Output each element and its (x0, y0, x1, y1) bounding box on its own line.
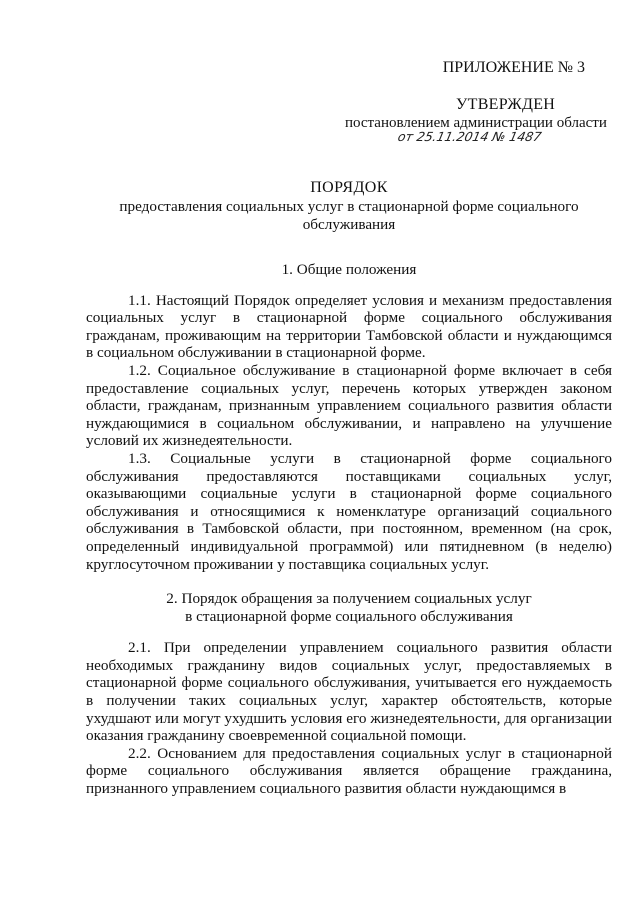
document-title: ПОРЯДОК (310, 179, 388, 196)
paragraph-2-1: 2.1. При определении управлением социального развития области необходимых гражданину видов социальных услуг, предоставляемых в стационарной форме социального обслуживания, учитывается его нуждаемость в получении таких социальных услуг, характер обстоятельств, которые ухудшают или могут ухудшить условия его жизнедеятельности, для организации оказания гражданину своевременной социальной помощи. (86, 639, 612, 745)
appendix-label: ПРИЛОЖЕНИЕ № 3 (442, 59, 585, 76)
section-2-heading (86, 590, 612, 625)
section-2-heading-line-2: в стационарной форме социального обслуживания (185, 607, 513, 625)
paragraph-1-1: 1.1. Настоящий Порядок определяет условия и механизм предоставления социальных услуг в стационарной форме социального обслуживания гражданам, проживающим на территории Тамбовской области и нуждающимся в социальном обслуживании в стационарной форме. (86, 291, 612, 362)
decree-line: постановлением администрации области (345, 115, 607, 131)
paragraph-2-2: 2.2. Основанием для предоставления социальных услуг в стационарной форме социального обслуживания является обращение гражданина, признанного управлением социального развития области нуждающимся в (86, 744, 612, 798)
paragraph-1-2: 1.2. Социальное обслуживание в стационарной форме включает в себя предоставление социальных услуг, перечень которых утвержден законом области, гражданам, признанным управлением социального развития области нуждающимися в социальном обслуживании, и направлено на улучшение условий их жизнедеятельности. (86, 361, 612, 450)
approved-label: УТВЕРЖДЕН (456, 96, 556, 113)
section-1-heading: 1. Общие положения (281, 261, 417, 278)
paragraph-1-3: 1.3. Социальные услуги в стационарной форме социального обслуживания предоставляются поставщиками социальных услуг, оказывающими социальные услуги в стационарной форме социального обслуживания и относящимися к номенклатуре организаций социального обслуживания в Тамбовской области, при постоянном, временном (на срок, определенный индивидуальной программой) или пятидневном (в неделю) круглосуточном проживании у поставщика социальных услуг. (86, 449, 612, 573)
document-body (86, 261, 612, 798)
handwritten-date-number: от 25.11.2014 № 1487 (396, 129, 543, 144)
document-subtitle: предоставления социальных услуг в стационарной форме социального обслуживания (119, 198, 579, 233)
section-2-heading-line-1: 2. Порядок обращения за получением социальных услуг (166, 590, 532, 608)
